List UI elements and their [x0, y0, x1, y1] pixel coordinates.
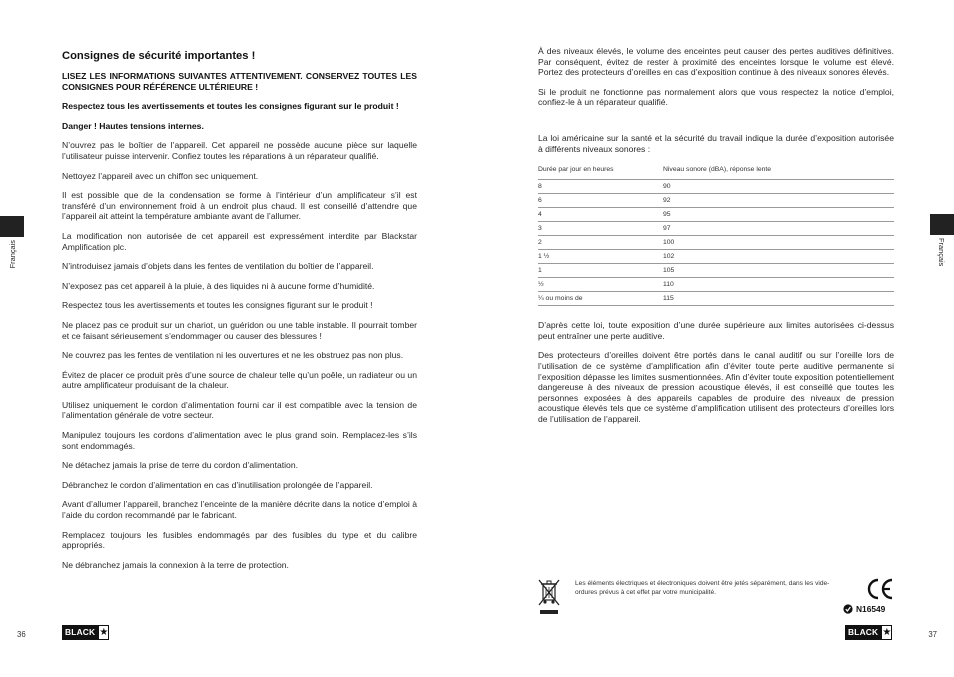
safety-instruction: Respectez tous les avertissements et toutes les consignes figurant sur le produit !	[62, 300, 373, 311]
safety-instruction: Utilisez uniquement le cordon d’alimentation fourni car il est compatible avec la tension de l’alimentation générale de votre secteur.	[62, 399, 417, 421]
safety-instruction: Avant d’allumer l’appareil, branchez l’enceinte de la manière décrite dans la notice d’emploi à l’aide du cordon recommandé par le fabricant.	[62, 499, 417, 521]
duration-cell: 4	[538, 208, 663, 222]
duration-cell: 6	[538, 194, 663, 208]
table-row	[538, 180, 894, 194]
after-paragraph: Des protecteurs d’oreilles doivent être portés dans le canal auditif ou sur l’oreille lors de l’utilisation de ce système d’amplification afin d’éviter toute perte auditive permanente si l’exposition dépasse les limites susmentionnées. Afin d’éviter toute exposition potentiellement dangereuse à des niveaux de pression acoustique élevés, il est conseillé que toutes les personnes exposées à des appareils capables de produire des niveaux de pression acoustique élevés tels que ce système d’amplification utilisent des protecteurs d’oreilles lors de l’utilisation de l’appareil.	[538, 350, 894, 424]
duration-cell: 8	[538, 180, 663, 194]
crossed-bin-icon	[537, 578, 561, 616]
blackstar-logo	[845, 625, 892, 640]
bold-instruction: Danger ! Hautes tensions internes.	[62, 120, 204, 131]
logo-text: BLACK	[62, 625, 98, 640]
hearing-column	[538, 46, 894, 434]
table-header: Niveau sonore (dBA), réponse lente	[663, 163, 894, 180]
duration-cell: ¼ ou moins de	[538, 292, 663, 306]
safety-paragraphs	[62, 71, 417, 570]
side-label: Français	[8, 240, 17, 269]
table-row	[538, 278, 894, 292]
table-body	[538, 180, 894, 306]
page-title: Consignes de sécurité importantes !	[62, 50, 256, 62]
weee-text: Les éléments électriques et électroniques doivent être jetés séparément, dans les vide-ordures prévus à cet effet par votre municipalité.	[575, 580, 830, 596]
table-header: Durée par jour en heures	[538, 163, 663, 180]
duration-cell: 2	[538, 236, 663, 250]
bold-instruction: LISEZ LES INFORMATIONS SUIVANTES ATTENTIVEMENT. CONSERVEZ TOUTES LES CONSIGNES POUR RÉFÉRENCE ULTÉRIEURE !	[62, 71, 417, 92]
side-tab	[0, 216, 24, 237]
safety-instruction: Nettoyez l’appareil avec un chiffon sec uniquement.	[62, 170, 259, 181]
safety-instruction: Ne détachez jamais la prise de terre du cordon d’alimentation.	[62, 460, 298, 471]
noise-exposure-table	[538, 163, 894, 306]
safety-instruction: Ne débranchez jamais la connexion à la terre de protection.	[62, 559, 289, 570]
safety-instruction: Manipulez toujours les cordons d’alimentation avec le plus grand soin. Remplacez-les s’ils sont endommagés.	[62, 430, 417, 451]
safety-instruction: Évitez de placer ce produit près d’une source de chaleur telle qu’un poêle, un radiateur ou un autre amplificateur produisant de la chaleur.	[62, 369, 417, 391]
c-tick-icon	[843, 604, 853, 614]
table-row	[538, 292, 894, 306]
safety-instruction: Ne couvrez pas les fentes de ventilation ni les ouvertures et ne les obstruez pas non plus.	[62, 350, 404, 361]
level-cell: 105	[663, 264, 894, 278]
duration-cell: 1	[538, 264, 663, 278]
blackstar-logo	[62, 625, 109, 640]
side-label: Français	[937, 238, 946, 267]
law-paragraph: La loi américaine sur la santé et la sécurité du travail indique la durée d’exposition autorisée à différents niveaux sonores :	[538, 132, 894, 154]
level-cell: 92	[663, 194, 894, 208]
bold-instruction: Respectez tous les avertissements et toutes les consignes figurant sur le produit !	[62, 101, 399, 112]
table-row	[538, 236, 894, 250]
safety-instruction: La modification non autorisée de cet appareil est expressément interdite par Blackstar Amplification plc.	[62, 230, 417, 252]
level-cell: 102	[663, 250, 894, 264]
compliance-mark	[843, 604, 885, 614]
level-cell: 115	[663, 292, 894, 306]
side-tab	[930, 214, 954, 235]
safety-instruction: Il est possible que de la condensation se forme à l’intérieur d’un amplificateur s’il est transféré d’un environnement froid à un endroit plus chaud. Il est conseillé d’attendre que l’appareil ait atteint la température ambiante avant de l’allumer.	[62, 190, 417, 222]
safety-instruction: Remplacez toujours les fusibles endommagés par des fusibles du type et du calibre appropriés.	[62, 529, 417, 551]
safety-instruction: Ne placez pas ce produit sur un chariot, un guéridon ou une table instable. Il pourrait tomber et ce faisant sérieusement s’endommager ou causer des blessures !	[62, 319, 417, 341]
weee-notice	[537, 578, 837, 618]
after-paragraph: D’après cette loi, toute exposition d’une durée supérieure aux limites autorisées ci-dessus peut entraîner une perte auditive.	[538, 320, 894, 341]
intro-paragraph: À des niveaux élevés, le volume des enceintes peut causer des pertes auditives définitives. Par conséquent, évitez de rester à proximité des enceintes lorsque le volume est élevé. Portez des protecteurs d’oreilles en cas d’exposition continue à des niveaux sonores élevés.	[538, 46, 894, 78]
duration-cell: 1 ½	[538, 250, 663, 264]
duration-cell: 3	[538, 222, 663, 236]
table-header-row	[538, 163, 894, 180]
table-row	[538, 208, 894, 222]
safety-instruction: N’ouvrez pas le boîtier de l’appareil. Cet appareil ne possède aucune pièce sur laquelle l’utilisateur puisse intervenir. Confiez toutes les réparations à un réparateur qualifié.	[62, 140, 417, 161]
safety-instruction: N’introduisez jamais d’objets dans les fentes de ventilation du boîtier de l’appareil.	[62, 261, 374, 272]
ce-mark-icon	[866, 578, 894, 600]
compliance-code: N16549	[856, 604, 886, 614]
level-cell: 97	[663, 222, 894, 236]
level-cell: 100	[663, 236, 894, 250]
safety-instruction: N’exposez pas cet appareil à la pluie, à des liquides ni à aucune forme d’humidité.	[62, 280, 375, 291]
table-row	[538, 264, 894, 278]
safety-column	[62, 50, 417, 579]
table-row	[538, 250, 894, 264]
level-cell: 90	[663, 180, 894, 194]
right-page	[477, 0, 954, 677]
star-icon: ★	[99, 627, 109, 638]
level-cell: 110	[663, 278, 894, 292]
page-number: 36	[17, 630, 26, 639]
page-number: 37	[928, 630, 937, 639]
level-cell: 95	[663, 208, 894, 222]
logo-text: BLACK	[845, 625, 881, 640]
table-row	[538, 194, 894, 208]
intro-paragraph: Si le produit ne fonctionne pas normalement alors que vous respectez la notice d’emploi, confiez-le à un réparateur qualifié.	[538, 86, 894, 108]
star-icon: ★	[882, 627, 892, 638]
duration-cell: ½	[538, 278, 663, 292]
table-row	[538, 222, 894, 236]
safety-instruction: Débranchez le cordon d’alimentation en cas d’inutilisation prolongée de l’appareil.	[62, 479, 373, 490]
